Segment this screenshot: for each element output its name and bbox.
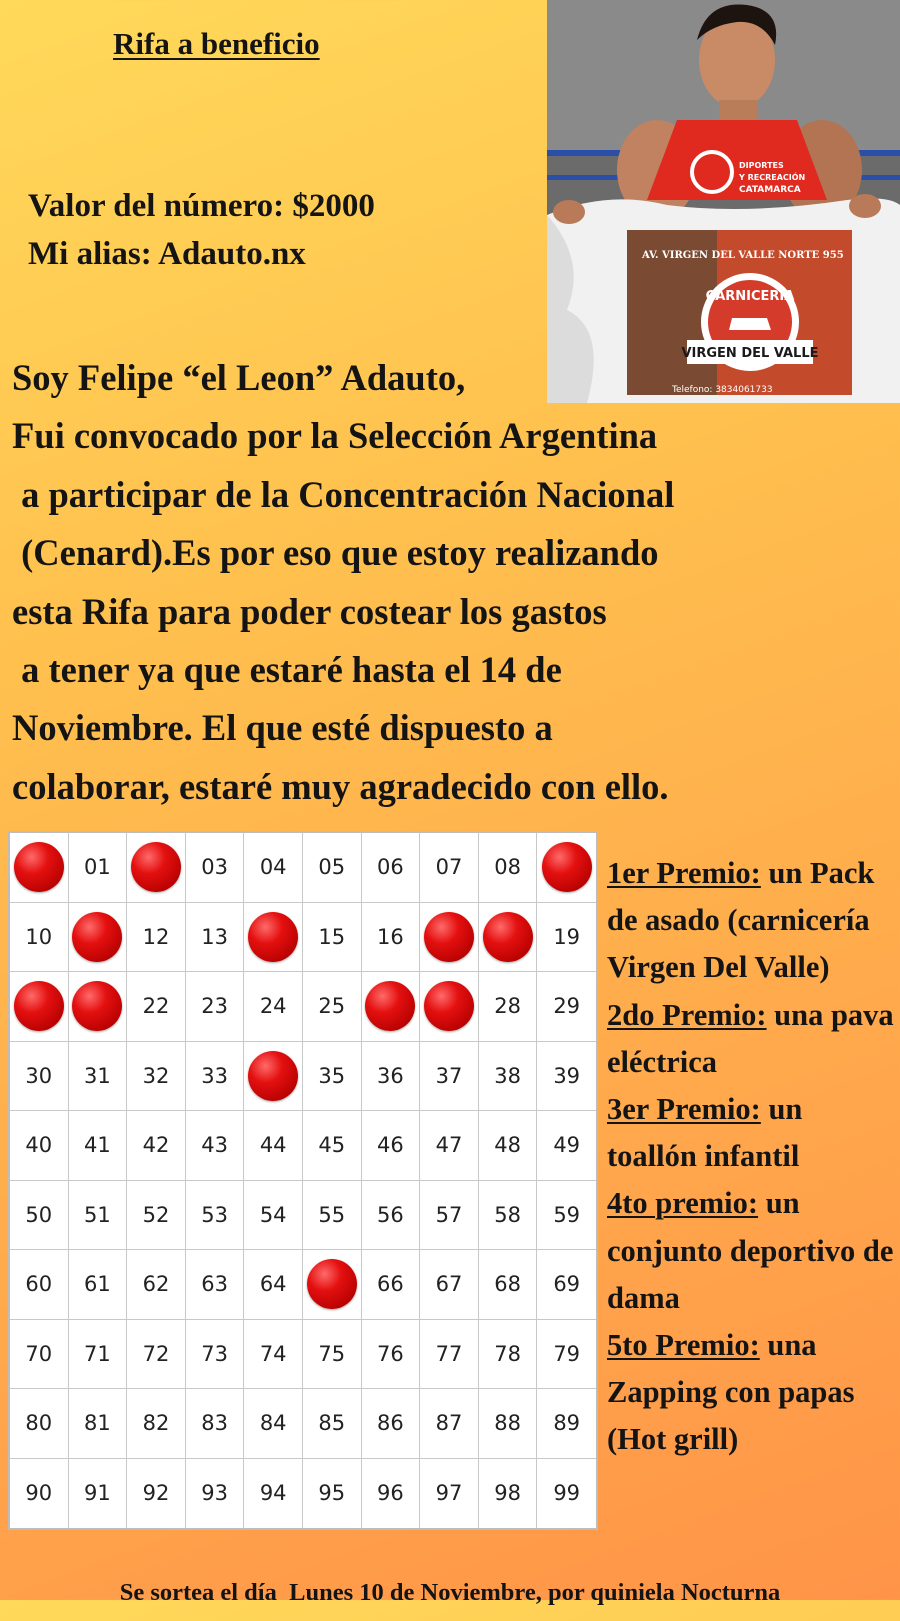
raffle-number-cell: 97 [420, 1459, 479, 1529]
prize-description: un Pack de asado (carnicería Virgen Del Valle) [607, 856, 875, 985]
prize-item [607, 992, 897, 1086]
boxer-photo [547, 0, 900, 403]
raffle-number-cell: 89 [537, 1389, 596, 1459]
raffle-number-cell: 49 [537, 1111, 596, 1181]
raffle-number-cell: 94 [244, 1459, 303, 1529]
raffle-number-cell: 37 [420, 1042, 479, 1112]
raffle-number-cell: 61 [69, 1250, 128, 1320]
prize-description: una pava eléctrica [607, 997, 894, 1079]
raffle-number-cell: 78 [479, 1320, 538, 1390]
message-line: esta Rifa para poder costear los gastos [12, 590, 607, 632]
prize-item [607, 850, 897, 992]
raffle-number-cell-sold [537, 833, 596, 903]
raffle-number-cell: 40 [10, 1111, 69, 1181]
appeal-message [12, 349, 882, 816]
raffle-number-cell: 30 [10, 1042, 69, 1112]
price-info [28, 182, 375, 278]
raffle-number-cell: 95 [303, 1459, 362, 1529]
raffle-number-cell-sold [420, 972, 479, 1042]
message-line: Soy Felipe “el Leon” Adauto, [12, 357, 466, 398]
ticket-price: Valor del número: $2000 [28, 188, 375, 224]
raffle-number-cell-sold [10, 972, 69, 1042]
raffle-number-cell: 60 [10, 1250, 69, 1320]
sold-marker-icon [483, 912, 533, 962]
raffle-number-cell: 08 [479, 833, 538, 903]
raffle-number-cell: 43 [186, 1111, 245, 1181]
raffle-number-cell: 44 [244, 1111, 303, 1181]
sold-marker-icon [248, 1051, 298, 1101]
raffle-number-cell: 70 [10, 1320, 69, 1390]
sold-marker-icon [131, 842, 181, 892]
raffle-number-cell-sold [69, 972, 128, 1042]
raffle-number-cell-sold [244, 903, 303, 973]
raffle-number-cell: 76 [362, 1320, 421, 1390]
raffle-number-cell-sold [127, 833, 186, 903]
raffle-number-cell: 91 [69, 1459, 128, 1529]
raffle-number-cell: 53 [186, 1181, 245, 1251]
raffle-number-cell: 64 [244, 1250, 303, 1320]
raffle-number-cell: 84 [244, 1389, 303, 1459]
raffle-number-cell: 96 [362, 1459, 421, 1529]
raffle-number-cell-sold [69, 903, 128, 973]
raffle-number-cell: 38 [479, 1042, 538, 1112]
sold-marker-icon [365, 981, 415, 1031]
raffle-number-cell: 16 [362, 903, 421, 973]
prize-description: un conjunto deportivo de dama [607, 1186, 894, 1315]
raffle-number-cell: 75 [303, 1320, 362, 1390]
raffle-number-cell: 62 [127, 1250, 186, 1320]
raffle-number-cell: 99 [553, 1481, 581, 1506]
prize-label: 3er Premio: [607, 1092, 761, 1127]
shirt-text-city: CATAMARCA [739, 185, 801, 195]
raffle-number-cell: 31 [69, 1042, 128, 1112]
raffle-number-cell: 39 [537, 1042, 596, 1112]
sold-marker-icon [72, 912, 122, 962]
raffle-number-cell: 58 [479, 1181, 538, 1251]
raffle-number-cell: 71 [69, 1320, 128, 1390]
raffle-number-cell: 50 [10, 1181, 69, 1251]
raffle-number-cell: 79 [537, 1320, 596, 1390]
raffle-number-cell: 92 [127, 1459, 186, 1529]
raffle-number-cell: 66 [362, 1250, 421, 1320]
shirt-text-top: DIPORTES [739, 161, 784, 170]
raffle-number-cell: 07 [420, 833, 479, 903]
raffle-number-cell: 83 [186, 1389, 245, 1459]
message-line: a participar de la Concentración Nacional [12, 473, 675, 515]
shirt-text-mid: Y RECREACIÓN [739, 173, 806, 182]
prize-item [607, 1086, 897, 1180]
draw-date-info: Se sortea el día Lunes 10 de Noviembre, por quiniela Nocturna [119, 1579, 781, 1606]
raffle-number-cell-sold [362, 972, 421, 1042]
raffle-number-cell: 88 [479, 1389, 538, 1459]
raffle-number-cell: 69 [537, 1250, 596, 1320]
raffle-number-cell: 85 [303, 1389, 362, 1459]
raffle-number-cell: 86 [362, 1389, 421, 1459]
raffle-number-cell: 46 [362, 1111, 421, 1181]
raffle-number-cell: 23 [186, 972, 245, 1042]
raffle-number-cell: 57 [420, 1181, 479, 1251]
raffle-number-cell-sold [244, 1042, 303, 1112]
raffle-number-cell: 73 [186, 1320, 245, 1390]
raffle-number-cell: 82 [127, 1389, 186, 1459]
raffle-number-cell: 90 [10, 1459, 69, 1529]
banner-phone: Telefono: 3834061733 [672, 385, 773, 395]
message-line: Noviembre. El que esté dispuesto a [12, 707, 553, 749]
raffle-number-cell: 48 [479, 1111, 538, 1181]
sold-marker-icon [14, 981, 64, 1031]
message-line: colaborar, estaré muy agradecido con ello. [12, 765, 669, 807]
message-line: Fui convocado por la Selección Argentina [12, 415, 658, 457]
raffle-number-grid [8, 831, 598, 1530]
raffle-number-cell: 41 [69, 1111, 128, 1181]
raffle-number-cell-sold [420, 903, 479, 973]
prize-label: 1er Premio: [607, 856, 761, 890]
raffle-number-cell: 06 [362, 833, 421, 903]
prize-description: un toallón infantil [607, 1092, 803, 1174]
raffle-number-cell: 42 [127, 1111, 186, 1181]
sold-marker-icon [424, 912, 474, 962]
prize-item [607, 1322, 897, 1464]
sold-marker-icon [248, 912, 298, 962]
page-title: Rifa a beneficio [113, 26, 320, 61]
raffle-number-cell: 56 [362, 1181, 421, 1251]
prize-label: 4to premio: [607, 1186, 759, 1221]
raffle-number-cell: 33 [186, 1042, 245, 1112]
raffle-number-cell: 45 [303, 1111, 362, 1181]
raffle-number-cell-sold [303, 1250, 362, 1320]
raffle-number-cell: 63 [186, 1250, 245, 1320]
payment-alias: Mi alias: Adauto.nx [28, 236, 306, 272]
raffle-number-cell: 36 [362, 1042, 421, 1112]
raffle-number-cell: 52 [127, 1181, 186, 1251]
raffle-number-cell: 12 [127, 903, 186, 973]
raffle-number-cell: 28 [479, 972, 538, 1042]
prize-description: una Zapping con papas (Hot grill) [607, 1328, 855, 1457]
raffle-number-cell: 32 [127, 1042, 186, 1112]
raffle-number-cell: 35 [303, 1042, 362, 1112]
raffle-number-cell: 67 [420, 1250, 479, 1320]
prize-label: 2do Premio: [607, 997, 767, 1032]
banner-address: AV. VIRGEN DEL VALLE NORTE 955 [642, 250, 844, 261]
raffle-number-cell: 25 [303, 972, 362, 1042]
prize-item [607, 1180, 897, 1322]
sold-marker-icon [72, 981, 122, 1031]
prize-list [607, 850, 897, 1464]
raffle-number-cell: 68 [479, 1250, 538, 1320]
raffle-number-cell-sold [10, 833, 69, 903]
raffle-number-cell: 93 [186, 1459, 245, 1529]
raffle-number-cell: 01 [69, 833, 128, 903]
raffle-number-cell: 54 [244, 1181, 303, 1251]
raffle-number-cell: 77 [420, 1320, 479, 1390]
raffle-number-cell: 19 [537, 903, 596, 973]
sold-marker-icon [424, 981, 474, 1031]
raffle-number-cell: 10 [10, 903, 69, 973]
raffle-number-cell: 15 [303, 903, 362, 973]
raffle-number-cell: 47 [420, 1111, 479, 1181]
raffle-number-cell: 04 [244, 833, 303, 903]
raffle-number-cell: 13 [186, 903, 245, 973]
raffle-number-cell: 87 [420, 1389, 479, 1459]
sold-marker-icon [14, 842, 64, 892]
sold-marker-icon [542, 842, 592, 892]
raffle-number-cell: 05 [303, 833, 362, 903]
raffle-number-cell: 72 [127, 1320, 186, 1390]
message-line: (Cenard).Es por eso que estoy realizando [12, 532, 659, 574]
raffle-number-cell: 51 [69, 1181, 128, 1251]
banner-brand: CARNICERÍA [705, 289, 795, 304]
sold-marker-icon [307, 1259, 357, 1309]
raffle-number-cell-sold [479, 903, 538, 973]
raffle-number-cell: 55 [303, 1181, 362, 1251]
banner-name: VIRGEN DEL VALLE [681, 346, 819, 361]
raffle-number-cell: 59 [537, 1181, 596, 1251]
raffle-number-cell: 22 [127, 972, 186, 1042]
raffle-number-cell: 24 [244, 972, 303, 1042]
raffle-number-cell: 80 [10, 1389, 69, 1459]
raffle-number-cell: 74 [244, 1320, 303, 1390]
raffle-number-cell: 98 [479, 1459, 538, 1529]
raffle-number-cell: 03 [186, 833, 245, 903]
raffle-number-cell: 29 [537, 972, 596, 1042]
message-line: a tener ya que estaré hasta el 14 de [12, 649, 562, 691]
raffle-number-cell: 81 [69, 1389, 128, 1459]
prize-label: 5to Premio: [607, 1328, 760, 1363]
